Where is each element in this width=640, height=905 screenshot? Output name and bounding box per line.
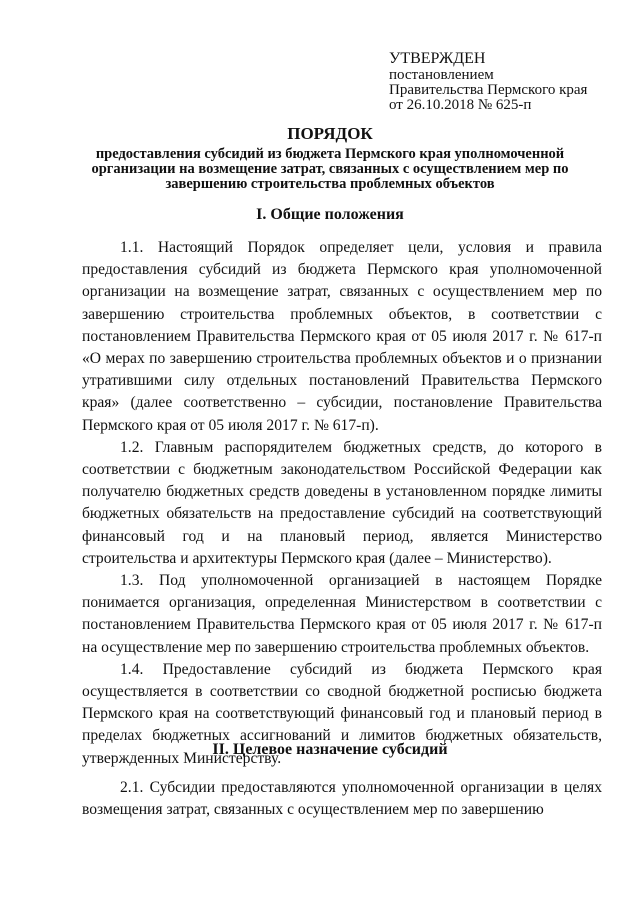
approval-heading: УТВЕРЖДЕН: [389, 50, 486, 67]
approval-line-2: Правительства Пермского края: [389, 82, 588, 98]
paragraph-1-2: 1.2. Главным распорядителем бюджетных средств, до которого в соответствии с бюджетным законодательством Российской Федерации как получателю бюджетных средств доведены в установленном порядке лимиты бюджетных обязательств на предоставление субсидий на соответствующий финансовый год и на плановый период, является Министерство строительства и архитектуры Пермского края (далее – Министерство).: [82, 438, 602, 567]
section-2-body: [82, 777, 602, 821]
section-2-title: II. Целевое назначение субсидий: [212, 741, 448, 758]
approval-stamp: [389, 50, 619, 113]
approval-line-1: постановлением: [389, 67, 494, 83]
document-title: ПОРЯДОК: [287, 124, 373, 143]
section-1-body: [82, 237, 602, 770]
section-1-title: I. Общие положения: [256, 206, 404, 223]
document-subtitle: предоставления субсидий из бюджета Пермского края уполномоченной организации на возмещение затрат, связанных с осуществлением мер по завершению строительства проблемных объектов: [91, 146, 569, 192]
paragraph-1-1: 1.1. Настоящий Порядок определяет цели, условия и правила предоставления субсидий из бюджета Пермского края уполномоченной организации на возмещение затрат, связанных с осуществлением мер по завершению строительства проблемных объектов, в соответствии с постановлением Правительства Пермского края от 05 июля 2017 г. № 617-п «О мерах по завершению строительства проблемных объектов и о признании утратившими силу отдельных постановлений Правительства Пермского края» (далее соответственно – субсидии, постановление Правительства Пермского края от 05 июля 2017 г. № 617-п).: [82, 239, 602, 434]
paragraph-2-1: 2.1. Субсидии предоставляются уполномоченной организации в целях возмещения затрат, связанных с осуществлением мер по завершению: [82, 779, 602, 819]
paragraph-1-3: 1.3. Под уполномоченной организацией в настоящем Порядке понимается организация, определенная Министерством в соответствии с постановлением Правительства Пермского края от 05 июля 2017 г. № 617-п на осуществление мер по завершению строительства проблемных объектов.: [82, 572, 602, 656]
paragraph-1-4: 1.4. Предоставление субсидий из бюджета Пермского края осуществляется в соответствии со сводной бюджетной росписью бюджета Пермского края на соответствующий финансовый год и плановый период в пределах бюджетных ассигнований и лимитов бюджетных обязательств, утвержденных Министерству.: [82, 660, 602, 767]
approval-line-3: от 26.10.2018 № 625-п: [389, 97, 532, 113]
